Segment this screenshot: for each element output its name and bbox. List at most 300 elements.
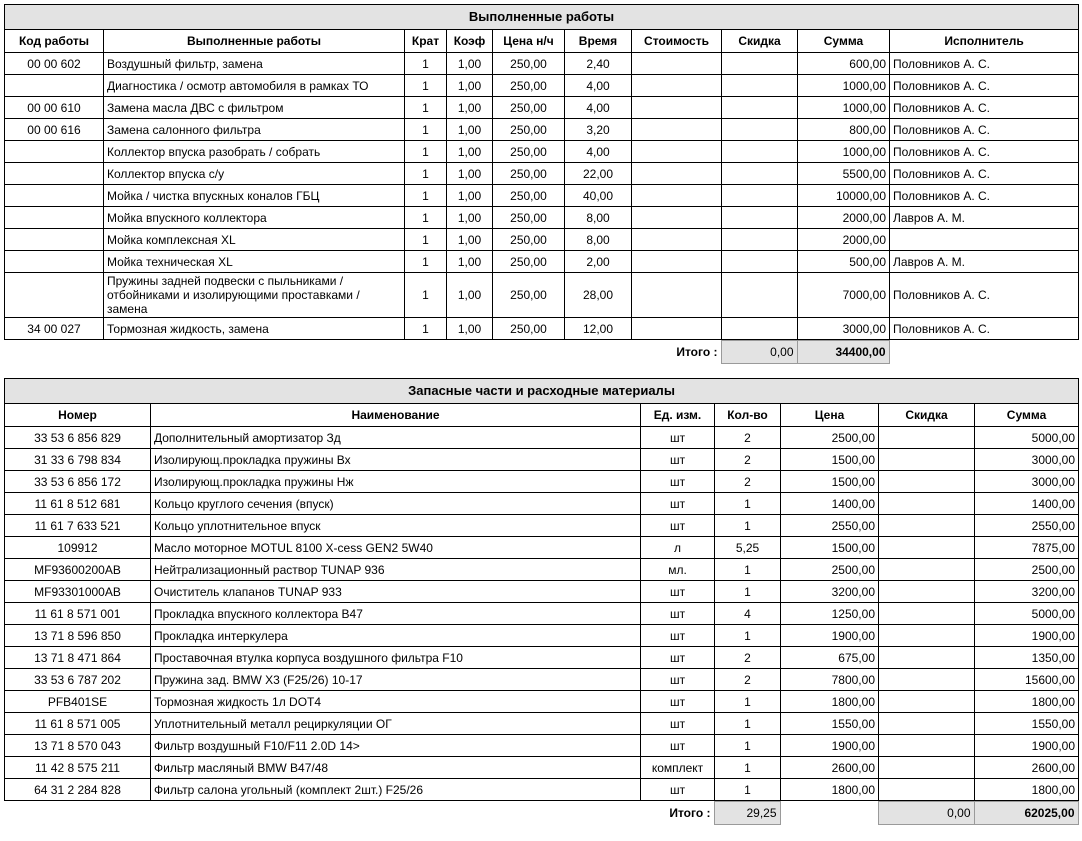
part-name: Проставочная втулка корпуса воздушного фильтра F10 [151,647,641,669]
work-cost [632,97,722,119]
part-discount [879,713,975,735]
part-sum: 1900,00 [975,735,1079,757]
parts-totals-label: Итого : [669,806,711,820]
work-discount [722,53,798,75]
parts-totals-qty: 29,25 [714,802,780,825]
parts-col-sum: Сумма [975,404,1079,427]
work-discount [722,318,798,340]
work-name: Мойка / чистка впускных коналов ГБЦ [104,185,405,207]
part-unit: шт [641,691,715,713]
work-code: 00 00 602 [5,53,104,75]
parts-totals-gap [780,802,878,825]
part-number: 11 61 8 571 005 [5,713,151,735]
works-col-worker: Исполнитель [890,30,1079,53]
part-number: 11 42 8 575 211 [5,757,151,779]
part-qty: 4 [715,603,781,625]
part-number: 109912 [5,537,151,559]
part-unit: мл. [641,559,715,581]
part-discount [879,647,975,669]
works-totals-sum: 34400,00 [797,341,889,364]
work-name: Мойка комплексная XL [104,229,405,251]
part-discount [879,603,975,625]
part-name: Пружина зад. BMW X3 (F25/26) 10-17 [151,669,641,691]
parts-col-qty: Кол-во [715,404,781,427]
part-number: 33 53 6 787 202 [5,669,151,691]
part-qty: 2 [715,449,781,471]
part-qty: 1 [715,493,781,515]
part-number: 33 53 6 856 172 [5,471,151,493]
work-cost [632,75,722,97]
work-worker: Половников А. С. [890,53,1079,75]
table-row [5,779,1079,801]
work-koef: 1,00 [447,163,493,185]
part-number: MF93600200AB [5,559,151,581]
part-price: 1900,00 [781,735,879,757]
part-sum: 1550,00 [975,713,1079,735]
table-row [5,97,1079,119]
work-krat: 1 [405,75,447,97]
work-sum: 5500,00 [798,163,890,185]
work-name: Мойка техническая XL [104,251,405,273]
work-cost [632,273,722,318]
part-price: 1500,00 [781,471,879,493]
work-name: Диагностика / осмотр автомобиля в рамках ТО [104,75,405,97]
part-number: 13 71 8 596 850 [5,625,151,647]
part-qty: 1 [715,735,781,757]
work-cost [632,163,722,185]
work-krat: 1 [405,229,447,251]
parts-totals-spacer [4,802,640,825]
work-price: 250,00 [493,318,565,340]
part-qty: 1 [715,581,781,603]
part-unit: шт [641,735,715,757]
work-koef: 1,00 [447,97,493,119]
part-sum: 1900,00 [975,625,1079,647]
table-row [5,229,1079,251]
works-col-krat: Крат [405,30,447,53]
part-qty: 2 [715,471,781,493]
part-sum: 1400,00 [975,493,1079,515]
work-krat: 1 [405,251,447,273]
work-name: Воздушный фильтр, замена [104,53,405,75]
work-sum: 1000,00 [798,141,890,163]
part-discount [879,515,975,537]
work-code: 34 00 027 [5,318,104,340]
table-row [5,757,1079,779]
works-totals-spacer [4,341,631,364]
works-table [4,4,1079,340]
work-sum: 1000,00 [798,97,890,119]
works-col-code: Код работы [5,30,104,53]
part-discount [879,559,975,581]
part-name: Тормозная жидкость 1л DOT4 [151,691,641,713]
parts-caption: Запасные части и расходные материалы [5,379,1079,404]
part-name: Уплотнительный металл рециркуляции ОГ [151,713,641,735]
table-row [5,493,1079,515]
work-name: Пружины задней подвески с пыльниками / отбойниками и изолирующими проставками / замена [104,273,405,318]
section-separator [4,364,1078,378]
part-sum: 2550,00 [975,515,1079,537]
work-discount [722,273,798,318]
work-cost [632,318,722,340]
part-name: Изолирующ.прокладка пружины Нж [151,471,641,493]
table-row [5,163,1079,185]
table-row [5,141,1079,163]
part-sum: 1800,00 [975,691,1079,713]
part-qty: 2 [715,427,781,449]
work-krat: 1 [405,318,447,340]
part-unit: шт [641,625,715,647]
work-cost [632,229,722,251]
works-totals-table [4,340,1078,364]
parts-table [4,378,1079,801]
part-discount [879,625,975,647]
part-price: 1550,00 [781,713,879,735]
part-sum: 5000,00 [975,427,1079,449]
parts-totals-row [4,802,1078,825]
work-sum: 2000,00 [798,207,890,229]
table-row [5,713,1079,735]
part-discount [879,735,975,757]
work-worker [890,229,1079,251]
part-discount [879,493,975,515]
work-worker: Половников А. С. [890,318,1079,340]
work-krat: 1 [405,97,447,119]
part-price: 1800,00 [781,691,879,713]
part-price: 2550,00 [781,515,879,537]
part-qty: 1 [715,625,781,647]
work-sum: 1000,00 [798,75,890,97]
work-koef: 1,00 [447,318,493,340]
work-discount [722,141,798,163]
work-code [5,75,104,97]
works-col-discount: Скидка [722,30,798,53]
table-row [5,318,1079,340]
part-number: 31 33 6 798 834 [5,449,151,471]
work-price: 250,00 [493,75,565,97]
part-unit: комплект [641,757,715,779]
part-discount [879,779,975,801]
part-price: 1250,00 [781,603,879,625]
part-sum: 5000,00 [975,603,1079,625]
work-koef: 1,00 [447,229,493,251]
part-price: 2500,00 [781,559,879,581]
part-price: 2600,00 [781,757,879,779]
work-price: 250,00 [493,273,565,318]
work-time: 8,00 [565,207,632,229]
work-worker: Лавров А. М. [890,251,1079,273]
parts-totals-table [4,801,1079,825]
part-unit: л [641,537,715,559]
work-code [5,163,104,185]
work-code [5,141,104,163]
part-price: 1500,00 [781,449,879,471]
part-discount [879,537,975,559]
table-row [5,669,1079,691]
work-discount [722,97,798,119]
parts-col-price: Цена [781,404,879,427]
work-worker: Половников А. С. [890,185,1079,207]
work-time: 3,20 [565,119,632,141]
part-name: Кольцо уплотнительное впуск [151,515,641,537]
work-name: Тормозная жидкость, замена [104,318,405,340]
part-qty: 2 [715,669,781,691]
table-row [5,273,1079,318]
work-time: 4,00 [565,97,632,119]
work-name: Замена салонного фильтра [104,119,405,141]
part-name: Прокладка интеркулера [151,625,641,647]
work-worker: Лавров А. М. [890,207,1079,229]
works-col-cost: Стоимость [632,30,722,53]
part-sum: 1350,00 [975,647,1079,669]
works-col-price: Цена н/ч [493,30,565,53]
work-koef: 1,00 [447,251,493,273]
work-cost [632,141,722,163]
parts-col-discount: Скидка [879,404,975,427]
part-qty: 1 [715,559,781,581]
table-row [5,581,1079,603]
work-code [5,251,104,273]
work-sum: 800,00 [798,119,890,141]
work-krat: 1 [405,141,447,163]
work-price: 250,00 [493,207,565,229]
part-unit: шт [641,713,715,735]
work-koef: 1,00 [447,273,493,318]
work-koef: 1,00 [447,75,493,97]
work-discount [722,119,798,141]
part-price: 1400,00 [781,493,879,515]
table-row [5,735,1079,757]
part-name: Фильтр масляный BMW B47/48 [151,757,641,779]
part-sum: 2600,00 [975,757,1079,779]
table-row [5,251,1079,273]
part-name: Фильтр салона угольный (комплект 2шт.) F25/26 [151,779,641,801]
part-price: 1800,00 [781,779,879,801]
part-unit: шт [641,581,715,603]
part-qty: 1 [715,779,781,801]
parts-caption-row [5,379,1079,404]
works-col-name: Выполненные работы [104,30,405,53]
table-row [5,75,1079,97]
part-sum: 7875,00 [975,537,1079,559]
work-time: 22,00 [565,163,632,185]
work-krat: 1 [405,163,447,185]
table-row [5,449,1079,471]
work-code [5,273,104,318]
work-price: 250,00 [493,185,565,207]
part-discount [879,449,975,471]
parts-totals-discount: 0,00 [878,802,974,825]
parts-col-name: Наименование [151,404,641,427]
work-code [5,229,104,251]
work-price: 250,00 [493,251,565,273]
work-worker: Половников А. С. [890,97,1079,119]
part-sum: 3000,00 [975,449,1079,471]
part-name: Фильтр воздушный F10/F11 2.0D 14> [151,735,641,757]
work-discount [722,163,798,185]
part-number: MF93301000AB [5,581,151,603]
work-name: Коллектор впуска с/у [104,163,405,185]
work-worker: Половников А. С. [890,75,1079,97]
parts-body [5,427,1079,801]
part-discount [879,427,975,449]
parts-col-number: Номер [5,404,151,427]
work-code [5,207,104,229]
work-name: Мойка впускного коллектора [104,207,405,229]
work-discount [722,185,798,207]
part-sum: 2500,00 [975,559,1079,581]
part-qty: 1 [715,515,781,537]
works-caption-row [5,5,1079,30]
works-totals-spacer-right [889,341,1078,364]
part-unit: шт [641,647,715,669]
part-price: 2500,00 [781,427,879,449]
works-totals-discount: 0,00 [721,341,797,364]
work-discount [722,251,798,273]
part-unit: шт [641,471,715,493]
work-time: 8,00 [565,229,632,251]
part-qty: 1 [715,691,781,713]
part-number: 33 53 6 856 829 [5,427,151,449]
table-row [5,471,1079,493]
work-worker: Половников А. С. [890,273,1079,318]
work-price: 250,00 [493,163,565,185]
parts-header-row [5,404,1079,427]
part-qty: 1 [715,713,781,735]
work-code [5,185,104,207]
work-koef: 1,00 [447,185,493,207]
work-worker: Половников А. С. [890,141,1079,163]
part-sum: 1800,00 [975,779,1079,801]
work-discount [722,229,798,251]
work-sum: 2000,00 [798,229,890,251]
work-sum: 7000,00 [798,273,890,318]
work-koef: 1,00 [447,141,493,163]
works-body [5,53,1079,340]
table-row [5,515,1079,537]
work-cost [632,251,722,273]
work-time: 12,00 [565,318,632,340]
work-time: 2,40 [565,53,632,75]
work-discount [722,75,798,97]
part-sum: 3200,00 [975,581,1079,603]
part-number: 11 61 8 512 681 [5,493,151,515]
part-name: Кольцо круглого сечения (впуск) [151,493,641,515]
part-name: Прокладка впускного коллектора B47 [151,603,641,625]
part-number: 13 71 8 570 043 [5,735,151,757]
part-price: 3200,00 [781,581,879,603]
table-row [5,691,1079,713]
work-code: 00 00 616 [5,119,104,141]
work-price: 250,00 [493,119,565,141]
table-row [5,119,1079,141]
part-unit: шт [641,515,715,537]
works-caption: Выполненные работы [5,5,1079,30]
part-name: Дополнительный амортизатор Зд [151,427,641,449]
work-price: 250,00 [493,53,565,75]
part-number: 11 61 7 633 521 [5,515,151,537]
table-row [5,559,1079,581]
part-qty: 1 [715,757,781,779]
work-krat: 1 [405,119,447,141]
part-unit: шт [641,427,715,449]
work-krat: 1 [405,207,447,229]
parts-totals-sum: 62025,00 [974,802,1078,825]
work-name: Замена масла ДВС с фильтром [104,97,405,119]
work-time: 28,00 [565,273,632,318]
table-row [5,185,1079,207]
works-col-sum: Сумма [798,30,890,53]
part-unit: шт [641,779,715,801]
work-koef: 1,00 [447,119,493,141]
part-price: 1900,00 [781,625,879,647]
part-number: 11 61 8 571 001 [5,603,151,625]
works-totals-label: Итого : [676,345,718,359]
part-price: 1500,00 [781,537,879,559]
table-row [5,647,1079,669]
table-row [5,603,1079,625]
parts-col-unit: Ед. изм. [641,404,715,427]
work-price: 250,00 [493,229,565,251]
work-cost [632,119,722,141]
part-discount [879,669,975,691]
part-name: Изолирующ.прокладка пружины Вх [151,449,641,471]
part-name: Очиститель клапанов TUNAP 933 [151,581,641,603]
part-unit: шт [641,449,715,471]
work-code: 00 00 610 [5,97,104,119]
part-qty: 5,25 [715,537,781,559]
table-row [5,625,1079,647]
table-row [5,427,1079,449]
work-cost [632,207,722,229]
work-time: 4,00 [565,75,632,97]
work-koef: 1,00 [447,53,493,75]
part-qty: 2 [715,647,781,669]
table-row [5,537,1079,559]
part-unit: шт [641,669,715,691]
part-discount [879,757,975,779]
work-worker: Половников А. С. [890,163,1079,185]
work-cost [632,53,722,75]
work-time: 2,00 [565,251,632,273]
part-number: 64 31 2 284 828 [5,779,151,801]
work-sum: 3000,00 [798,318,890,340]
work-worker: Половников А. С. [890,119,1079,141]
table-row [5,207,1079,229]
part-sum: 15600,00 [975,669,1079,691]
part-discount [879,581,975,603]
part-name: Масло моторное MOTUL 8100 X-cess GEN2 5W40 [151,537,641,559]
part-price: 7800,00 [781,669,879,691]
part-discount [879,471,975,493]
part-number: 13 71 8 471 864 [5,647,151,669]
part-sum: 3000,00 [975,471,1079,493]
works-header-row [5,30,1079,53]
work-krat: 1 [405,185,447,207]
works-totals-row [4,341,1078,364]
work-time: 40,00 [565,185,632,207]
work-koef: 1,00 [447,207,493,229]
work-price: 250,00 [493,97,565,119]
works-col-koef: Коэф [447,30,493,53]
part-discount [879,691,975,713]
part-name: Нейтрализационный раствор TUNAP 936 [151,559,641,581]
part-number: PFB401SE [5,691,151,713]
part-price: 675,00 [781,647,879,669]
table-row [5,53,1079,75]
part-unit: шт [641,493,715,515]
work-time: 4,00 [565,141,632,163]
